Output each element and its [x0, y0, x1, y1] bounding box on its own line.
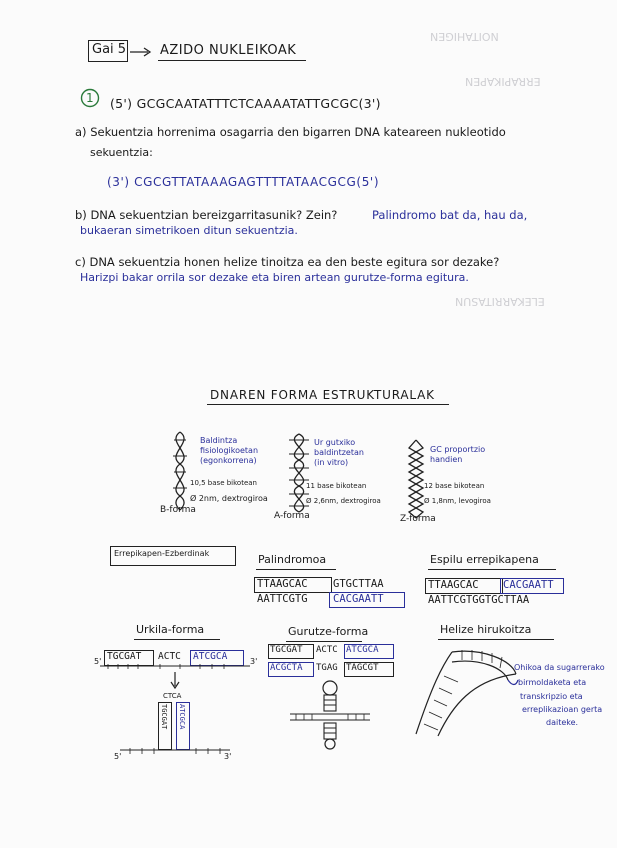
palindrome-top-left: TTAAGCAC	[257, 578, 308, 590]
title-underline	[158, 60, 306, 61]
hairpin-seq-left: TGCGAT	[107, 651, 142, 662]
bleed-through-text: NOITAHIGEN	[430, 30, 499, 43]
palindrome-top-right: GTGCTTAA	[333, 578, 384, 590]
hairpin-loop: CTCA	[163, 692, 182, 700]
given-sequence: (5') GCGCAATATTTCTCAAAATATTGCGC(3')	[110, 96, 381, 111]
hairpin-3-prime: 3'	[250, 657, 258, 666]
question-c: c) DNA sekuentzia honen helize tinoitza ea den beste egitura sor dezake?	[75, 255, 500, 269]
hairpin-bottom-3-prime: 3'	[224, 752, 232, 761]
z-form-helix	[405, 438, 427, 518]
exercise-number: 1	[86, 91, 94, 105]
cruciform-bottom-mid: TGAG	[316, 663, 338, 673]
hairpin-5-prime: 5'	[94, 657, 102, 666]
a-form-base-pairs: 11 base bikotean	[306, 482, 367, 490]
arrow-right-icon	[130, 50, 154, 60]
triple-helix-note-4: erreplikazioan gerta	[522, 705, 603, 714]
question-b: b) DNA sekuentzian bereizgarritasunik? Zein?	[75, 208, 338, 222]
answer-b: Palindromo bat da, hau da,	[372, 208, 528, 222]
cruciform-structure	[290, 680, 370, 750]
b-form-base-pairs: 10,5 base bikotean	[190, 479, 257, 487]
a-form-diameter: Ø 2,6nm, dextrogiroa	[306, 497, 381, 505]
hairpin-seq-mid: ACTC	[158, 651, 181, 662]
page-title: AZIDO NUKLEIKOAK	[160, 43, 297, 58]
triple-helix-underline	[438, 639, 554, 640]
b-form-diameter: Ø 2nm, dextrogiroa	[190, 494, 268, 503]
mirror-bottom: AATTCGTGGTGCTTAA	[428, 594, 530, 606]
mirror-top-right: CACGAATT	[503, 579, 554, 591]
section-title: DNAREN FORMA ESTRUKTURALAK	[210, 388, 435, 402]
bleed-through-text: ELEKARRITASUN	[455, 295, 545, 308]
b-form-label: B-forma	[160, 505, 196, 515]
triple-helix-note-1: Ohikoa da sugarrerako	[514, 663, 605, 672]
a-form-note-2: baldintzetan	[314, 448, 364, 457]
triple-helix-drawing	[412, 646, 522, 741]
a-form-label: A-forma	[274, 511, 310, 521]
mirror-repeat-title: Espilu errepikapena	[430, 553, 539, 566]
triple-helix-note-3: transkripzio eta	[520, 692, 583, 701]
hairpin-stem-left: TGCGAT	[160, 704, 168, 730]
answer-b-continued: bukaeran simetrikoen ditun sekuentzia.	[80, 224, 298, 237]
answer-a: (3') CGCGTTATAAAGAGTTTTATAACGCG(5')	[107, 175, 380, 189]
cruciform-top-mid: ACTC	[316, 645, 338, 655]
arrow-down-icon	[170, 672, 180, 690]
question-a: a) Sekuentzia horrenima osagarria den bigarren DNA kateareen nukleotido	[75, 125, 506, 139]
hairpin-title-underline	[134, 639, 220, 640]
hairpin-bottom-5-prime: 5'	[114, 752, 122, 761]
palindrome-title: Palindromoa	[258, 553, 327, 566]
bleed-through-text: ERRAPIKAPEN	[465, 75, 541, 88]
a-form-note-3: (in vitro)	[314, 458, 349, 467]
cruciform-top-left: TGCGAT	[270, 645, 303, 655]
gai-label: Gai 5	[92, 42, 127, 57]
hairpin-seq-right: ATCGCA	[193, 651, 228, 662]
hairpin-stem-right: ATCGCA	[178, 704, 186, 730]
b-form-note-2: fisiologikoetan	[200, 446, 259, 455]
question-a-continued: sekuentzia:	[90, 146, 153, 159]
z-form-diameter: Ø 1,8nm, levogiroa	[424, 497, 491, 505]
hairpin-backbone	[100, 664, 250, 672]
b-form-note-1: Baldintza	[200, 436, 238, 445]
repeat-types-label: Errepikapen-Ezberdinak	[114, 549, 210, 558]
section-title-underline	[207, 404, 449, 405]
z-form-note-1: GC proportzio	[430, 445, 486, 454]
b-form-note-3: (egonkorrena)	[200, 456, 257, 465]
palindrome-title-underline	[256, 569, 336, 570]
palindrome-bottom-left: AATTCGTG	[257, 593, 308, 605]
triple-helix-note-2: birmoldaketa eta	[518, 678, 587, 687]
palindrome-bottom-right: CACGAATT	[333, 593, 384, 605]
hairpin-title: Urkila-forma	[136, 623, 205, 636]
hairpin-base-strand	[120, 748, 230, 758]
a-form-note-1: Ur gutxiko	[314, 438, 356, 447]
triple-helix-title: Helize hirukoitza	[440, 623, 532, 636]
answer-c: Harizpi bakar orrila sor dezake eta biren artean gurutze-forma egitura.	[80, 271, 469, 284]
mirror-top-left: TTAAGCAC	[428, 579, 479, 591]
mirror-repeat-underline	[428, 569, 556, 570]
z-form-label: Z-forma	[400, 514, 436, 524]
cruciform-bottom-left: ACGCTA	[270, 663, 303, 673]
triple-helix-note-5: daiteke.	[546, 718, 579, 727]
cruciform-title: Gurutze-forma	[288, 625, 369, 638]
cruciform-title-underline	[286, 641, 362, 642]
cruciform-bottom-right: TAGCGT	[346, 663, 379, 673]
z-form-note-2: handien	[430, 455, 463, 464]
cruciform-top-right: ATCGCA	[346, 645, 379, 655]
z-form-base-pairs: 12 base bikotean	[424, 482, 485, 490]
